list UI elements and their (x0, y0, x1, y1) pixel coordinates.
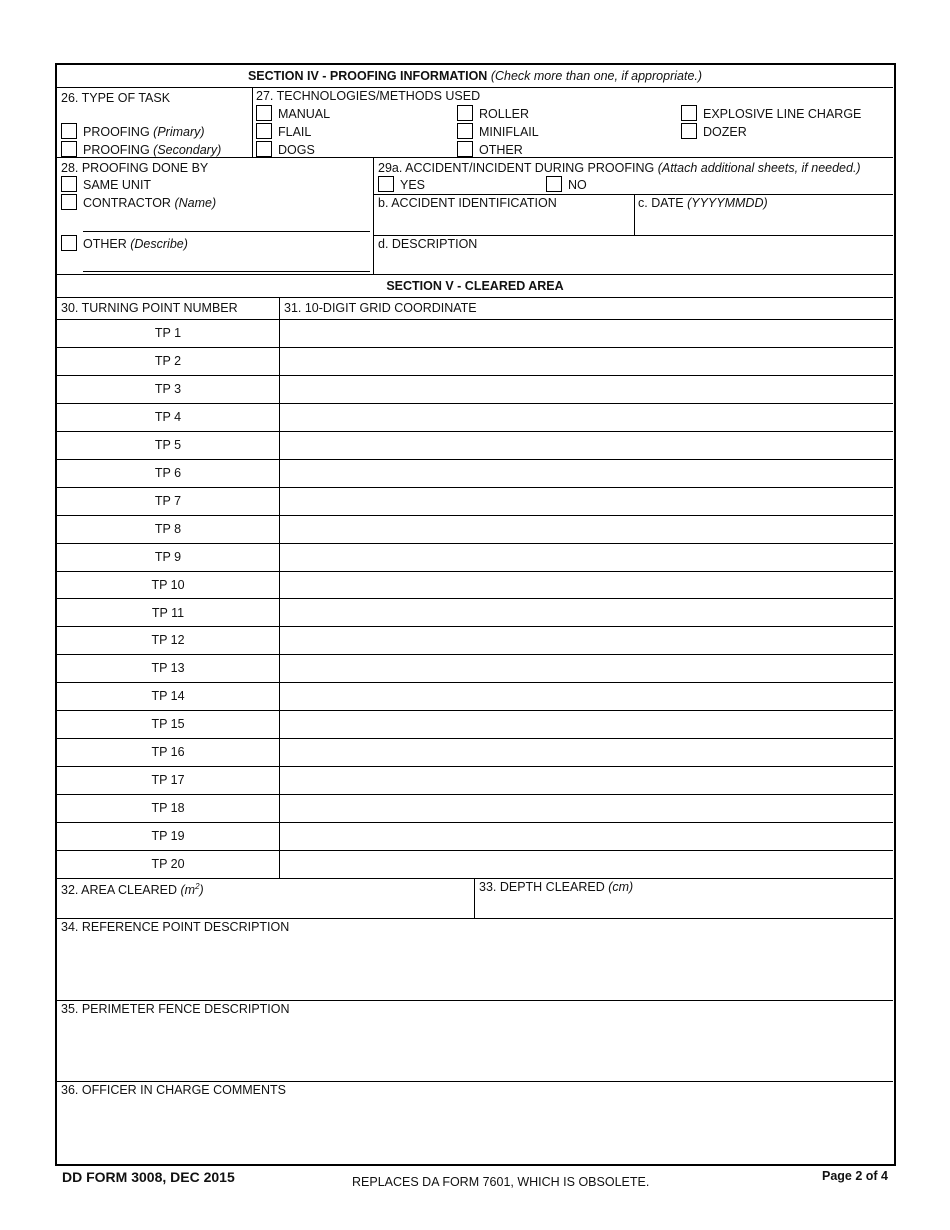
accident-date-label (638, 196, 768, 210)
turning-point-label: TP 7 (154, 493, 182, 508)
turning-point-label: TP 15 (151, 717, 185, 732)
other-proofer-description-field[interactable] (83, 255, 370, 272)
turning-point-label: TP 16 (151, 745, 185, 760)
grid-coordinate-field[interactable] (280, 516, 893, 542)
replaces-notice: REPLACES DA FORM 7601, WHICH IS OBSOLETE. (352, 1175, 650, 1189)
table-row (57, 403, 893, 431)
proofing-primary-note: (Primary) (153, 125, 205, 139)
table-row (57, 654, 893, 682)
grid-coordinate-field[interactable] (280, 488, 893, 514)
contractor-text: CONTRACTOR (83, 196, 171, 210)
roller-checkbox[interactable] (457, 105, 473, 121)
officer-comments-field[interactable] (58, 1099, 893, 1163)
contractor-name-field[interactable] (83, 215, 370, 232)
grid-coordinate-field[interactable] (280, 348, 893, 374)
manual-checkbox[interactable] (256, 105, 272, 121)
section-4-header (57, 69, 893, 83)
grid-coordinate-field[interactable] (280, 544, 893, 570)
proofing-primary-label (83, 125, 205, 139)
manual-label: MANUAL (278, 107, 331, 121)
grid-coordinate-field[interactable] (280, 432, 893, 458)
proofing-primary-text: PROOFING (83, 125, 150, 139)
turning-point-label: TP 6 (154, 465, 182, 480)
grid-coordinate-field[interactable] (280, 376, 893, 402)
turning-point-label: TP 12 (151, 633, 185, 648)
table-row (57, 766, 893, 794)
grid-coordinate-field[interactable] (280, 655, 893, 681)
accident-date-field[interactable] (635, 211, 893, 234)
table-row (57, 822, 893, 850)
proofing-secondary-note: (Secondary) (153, 143, 222, 157)
q36-label: 36. OFFICER IN CHARGE COMMENTS (61, 1083, 287, 1097)
other-proofer-text: OTHER (83, 237, 127, 251)
same-unit-checkbox[interactable] (61, 176, 77, 192)
grid-coordinate-field[interactable] (280, 683, 893, 709)
perimeter-fence-description-field[interactable] (58, 1018, 893, 1081)
grid-coordinate-field[interactable] (280, 320, 893, 346)
proofing-secondary-text: PROOFING (83, 143, 150, 157)
q33-unit: (cm) (608, 880, 634, 894)
turning-point-label: TP 5 (154, 437, 182, 452)
section-4-title: SECTION IV - PROOFING INFORMATION (247, 69, 488, 83)
dozer-label: DOZER (703, 125, 747, 139)
other-proofer-note: (Describe) (130, 237, 188, 251)
table-row (57, 571, 893, 599)
grid-coordinate-field[interactable] (280, 823, 893, 849)
turning-point-label: TP 8 (154, 521, 182, 536)
miniflail-checkbox[interactable] (457, 123, 473, 139)
table-row (57, 543, 893, 571)
accident-date-note: (YYYYMMDD) (687, 196, 768, 210)
grid-coordinate-field[interactable] (280, 851, 893, 877)
grid-coordinate-field[interactable] (280, 404, 893, 430)
contractor-note: (Name) (174, 196, 217, 210)
table-row (57, 710, 893, 738)
miniflail-label: MINIFLAIL (479, 125, 539, 139)
explosive-line-charge-label: EXPLOSIVE LINE CHARGE (703, 107, 862, 121)
q29a-label (378, 161, 861, 175)
table-row (57, 515, 893, 543)
q26-label: 26. TYPE OF TASK (61, 91, 171, 105)
grid-coordinate-field[interactable] (280, 739, 893, 765)
other-method-checkbox[interactable] (457, 141, 473, 157)
page-number: Page 2 of 4 (822, 1169, 888, 1183)
turning-point-label: TP 3 (154, 381, 182, 396)
grid-coordinate-field[interactable] (280, 627, 893, 653)
q34-label: 34. REFERENCE POINT DESCRIPTION (61, 920, 290, 934)
table-row (57, 431, 893, 459)
table-row (57, 626, 893, 654)
turning-point-label: TP 19 (151, 829, 185, 844)
accident-description-label: d. DESCRIPTION (378, 237, 478, 251)
accident-date-text: c. DATE (638, 196, 684, 210)
q32-unit-close: ) (199, 883, 204, 898)
turning-point-label: TP 2 (154, 353, 182, 368)
proofing-secondary-checkbox[interactable] (61, 141, 77, 157)
dogs-checkbox[interactable] (256, 141, 272, 157)
grid-coordinate-field[interactable] (280, 795, 893, 821)
grid-coordinate-field[interactable] (280, 572, 893, 598)
area-cleared-field[interactable] (58, 895, 473, 917)
other-proofer-label (83, 237, 188, 251)
proofing-primary-checkbox[interactable] (61, 123, 77, 139)
dozer-checkbox[interactable] (681, 123, 697, 139)
same-unit-label: SAME UNIT (83, 178, 152, 192)
flail-checkbox[interactable] (256, 123, 272, 139)
turning-point-label: TP 11 (151, 605, 185, 620)
q35-label: 35. PERIMETER FENCE DESCRIPTION (61, 1002, 290, 1016)
turning-point-label: TP 10 (151, 577, 185, 592)
proofing-secondary-label (83, 143, 221, 157)
other-method-label: OTHER (479, 143, 523, 157)
depth-cleared-field[interactable] (475, 895, 893, 917)
q29a-text: 29a. ACCIDENT/INCIDENT DURING PROOFING (378, 161, 655, 175)
q33-text: 33. DEPTH CLEARED (479, 880, 605, 894)
form-identifier: DD FORM 3008, DEC 2015 (62, 1169, 235, 1185)
table-row (57, 738, 893, 766)
q29a-note: (Attach additional sheets, if needed.) (657, 161, 861, 175)
table-row (57, 375, 893, 403)
accident-identification-field[interactable] (374, 211, 633, 234)
grid-coordinate-field[interactable] (280, 600, 893, 626)
other-proofer-checkbox[interactable] (61, 235, 77, 251)
contractor-label (83, 196, 216, 210)
q32-unit-text: (m (180, 883, 196, 898)
accident-yes-label: YES (400, 178, 426, 192)
explosive-line-charge-checkbox[interactable] (681, 105, 697, 121)
turning-point-label: TP 4 (154, 409, 182, 424)
grid-coordinate-field[interactable] (280, 711, 893, 737)
turning-point-label: TP 13 (151, 661, 185, 676)
table-row (57, 347, 893, 375)
accident-no-label: NO (568, 178, 587, 192)
turning-point-label: TP 9 (154, 549, 182, 564)
q32-unit-sup: 2 (195, 882, 200, 891)
turning-point-label: TP 20 (151, 857, 185, 872)
table-row (57, 682, 893, 710)
table-row (57, 794, 893, 822)
turning-point-label: TP 17 (151, 773, 185, 788)
accident-description-field[interactable] (374, 252, 893, 273)
section-5-title: SECTION V - CLEARED AREA (386, 279, 564, 293)
grid-coordinate-field[interactable] (280, 460, 893, 486)
q33-label (479, 880, 633, 894)
table-row (57, 459, 893, 487)
flail-label: FLAIL (278, 125, 312, 139)
contractor-checkbox[interactable] (61, 194, 77, 210)
q31-label: 31. 10-DIGIT GRID COORDINATE (284, 301, 477, 315)
reference-point-description-field[interactable] (58, 936, 893, 999)
accident-yes-checkbox[interactable] (378, 176, 394, 192)
table-row (57, 850, 893, 878)
grid-coordinate-field[interactable] (280, 767, 893, 793)
table-row (57, 599, 893, 627)
table-row (57, 319, 893, 347)
dogs-label: DOGS (278, 143, 315, 157)
accident-identification-label: b. ACCIDENT IDENTIFICATION (378, 196, 557, 210)
turning-point-label: TP 18 (151, 801, 185, 816)
q30-label: 30. TURNING POINT NUMBER (61, 301, 238, 315)
turning-point-label: TP 1 (154, 326, 182, 340)
turning-point-label: TP 14 (151, 689, 185, 704)
form-page-2 (55, 63, 896, 1166)
q27-label: 27. TECHNOLOGIES/METHODS USED (256, 89, 481, 103)
q28-label: 28. PROOFING DONE BY (61, 161, 209, 175)
table-row (57, 487, 893, 515)
roller-label: ROLLER (479, 107, 530, 121)
section-4-subtitle: (Check more than one, if appropriate.) (490, 69, 703, 83)
q32-text: 32. AREA CLEARED (61, 883, 178, 898)
accident-no-checkbox[interactable] (546, 176, 562, 192)
